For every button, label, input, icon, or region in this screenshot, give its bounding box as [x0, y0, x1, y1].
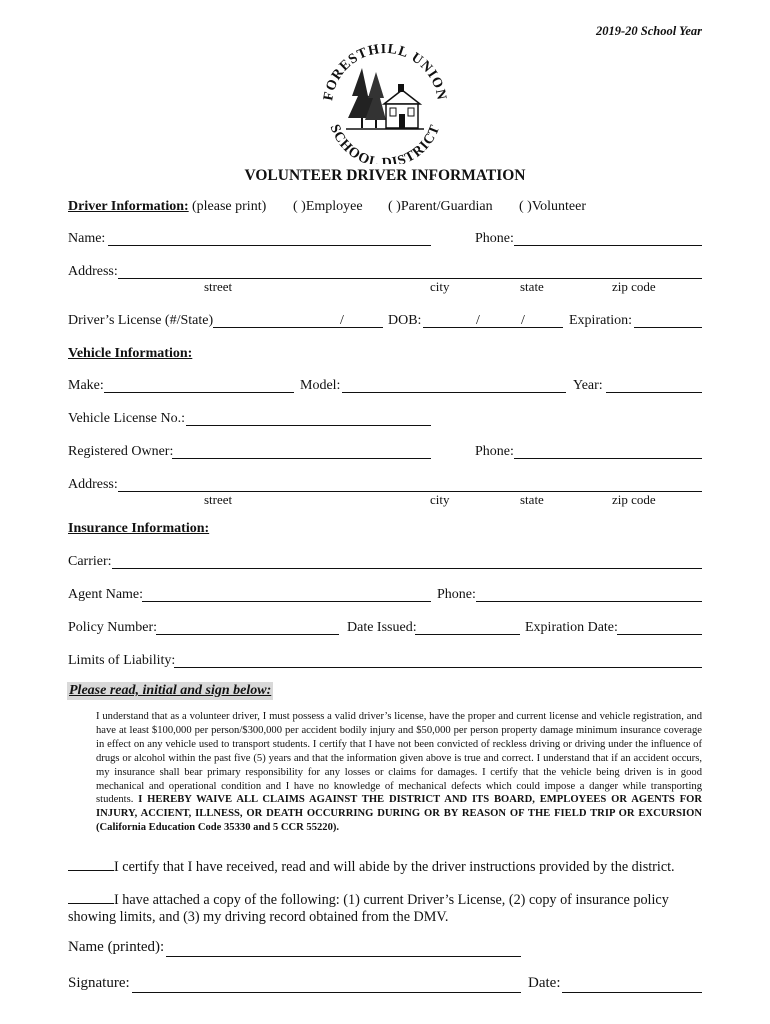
year-label: Year:	[573, 378, 603, 393]
limits-label: Limits of Liability:	[68, 653, 176, 668]
expiration-label: Expiration:	[569, 313, 632, 328]
license-field[interactable]	[213, 327, 383, 328]
model-field[interactable]	[342, 392, 566, 393]
owner-state-caption: state	[520, 492, 544, 507]
district-logo	[318, 44, 452, 164]
date-issued-label: Date Issued:	[347, 620, 417, 635]
cert-1-initial-field[interactable]	[68, 858, 114, 871]
phone-field[interactable]	[514, 245, 702, 246]
owner-zip-caption: zip code	[612, 492, 656, 507]
role-volunteer-checkbox[interactable]: ( )Volunteer	[519, 199, 586, 214]
carrier-field[interactable]	[112, 568, 702, 569]
driver-info-heading: Driver Information:	[68, 199, 189, 214]
driver-info-row	[68, 198, 702, 220]
dob-field[interactable]	[423, 327, 563, 328]
make-field[interactable]	[104, 392, 294, 393]
logo-bottom-text: SCHOOL DISTRICT	[326, 122, 444, 164]
carrier-label: Carrier:	[68, 554, 112, 569]
owner-field[interactable]	[172, 458, 431, 459]
limits-field[interactable]	[174, 667, 702, 668]
printed-name-label: Name (printed):	[68, 939, 165, 955]
make-label: Make:	[68, 378, 104, 393]
agent-label: Agent Name:	[68, 587, 144, 602]
policy-label: Policy Number:	[68, 620, 158, 635]
expiration-field[interactable]	[634, 327, 702, 328]
agreement-heading: Please read, initial and sign below:	[69, 683, 272, 698]
dob-slash-2: /	[521, 313, 525, 328]
license-slash: /	[340, 313, 344, 328]
printed-name-field[interactable]	[166, 956, 521, 957]
cert-1	[68, 858, 702, 876]
owner-city-caption: city	[430, 492, 450, 507]
svg-text:FORESTHILL UNION	[321, 44, 449, 102]
vehicle-info-heading: Vehicle Information:	[68, 346, 193, 361]
agent-phone-label: Phone:	[437, 587, 476, 602]
policy-field[interactable]	[156, 634, 339, 635]
cert-2-initial-field[interactable]	[68, 891, 114, 904]
ins-expiration-label: Expiration Date:	[525, 620, 618, 635]
zip-caption: zip code	[612, 279, 656, 294]
phone-label: Phone:	[475, 231, 514, 246]
street-caption: street	[204, 279, 233, 294]
address-label: Address:	[68, 264, 118, 279]
agreement-body: I understand that as a volunteer driver, I must possess a valid driver’s license, have the proper and current license and vehicle registration, and have at least $100,000 per person/$300,000 per accident bodily injury and $50,000 per person property damage minimum insurance coverage in effect on any vehicle used to transport students. I certify that I have not been convicted of reckless driving or driving under the influence of drugs or alcohol within the past five (5) years and that the information given above is true and correct. I understand that if an accident occurs, my insurance shall bear primary responsibility for any losses or claims for damages. I certify that the vehicle being driven is in good mechanical and operational condition and I have no knowledge of mechanical defects which could impose a danger while transporting students.	[96, 711, 702, 806]
owner-label: Registered Owner:	[68, 444, 174, 459]
date-issued-field[interactable]	[415, 634, 520, 635]
insurance-info-heading: Insurance Information:	[68, 521, 210, 536]
city-caption: city	[430, 279, 450, 294]
role-employee-checkbox[interactable]: ( )Employee	[293, 199, 363, 214]
print-note: (please print)	[192, 199, 267, 214]
agent-field[interactable]	[142, 601, 431, 602]
dob-slash-1: /	[476, 313, 480, 328]
agreement-text	[96, 710, 702, 835]
state-caption: state	[520, 279, 544, 294]
owner-street-caption: street	[204, 492, 233, 507]
date-field[interactable]	[562, 992, 702, 993]
agreement-waiver: I HEREBY WAIVE ALL CLAIMS AGAINST THE DISTRICT AND ITS BOARD, EMPLOYEES OR AGENTS FOR INJURY, ACCIENT, ILLNESS, OR DEATH OCCURRING DURING OR BY REASON OF THE FIELD TRIP OR EXCURSION (California Education Code 35330 and 5 CCR 55220).	[96, 794, 702, 834]
signature-label: Signature:	[68, 975, 130, 991]
date-label: Date:	[528, 975, 561, 991]
year-field[interactable]	[606, 392, 702, 393]
ins-expiration-field[interactable]	[617, 634, 702, 635]
owner-address-label: Address:	[68, 477, 118, 492]
license-label: Driver’s License (#/State)	[68, 313, 214, 328]
name-field[interactable]	[108, 245, 431, 246]
owner-phone-label: Phone:	[475, 444, 514, 459]
agent-phone-field[interactable]	[476, 601, 702, 602]
cert-2-text: I have attached a copy of the following: (1) current Driver’s License, (2) copy of insurance policy showing limits, and (3) my driving record obtained from the DMV.	[68, 892, 669, 925]
owner-phone-field[interactable]	[514, 458, 702, 459]
signature-field[interactable]	[132, 992, 521, 993]
page-title: VOLUNTEER DRIVER INFORMATION	[244, 167, 526, 184]
logo-top-text: FORESTHILL UNION	[321, 44, 449, 102]
cert-2	[68, 891, 702, 926]
cert-1-text: I certify that I have received, read and will abide by the driver instructions provided by the district.	[114, 859, 675, 875]
model-label: Model:	[300, 378, 341, 393]
name-label: Name:	[68, 231, 106, 246]
vehicle-license-label: Vehicle License No.:	[68, 411, 186, 426]
dob-label: DOB:	[388, 313, 422, 328]
role-parent-checkbox[interactable]: ( )Parent/Guardian	[388, 199, 493, 214]
vehicle-license-field[interactable]	[186, 425, 431, 426]
school-year: 2019-20 School Year	[595, 24, 702, 38]
